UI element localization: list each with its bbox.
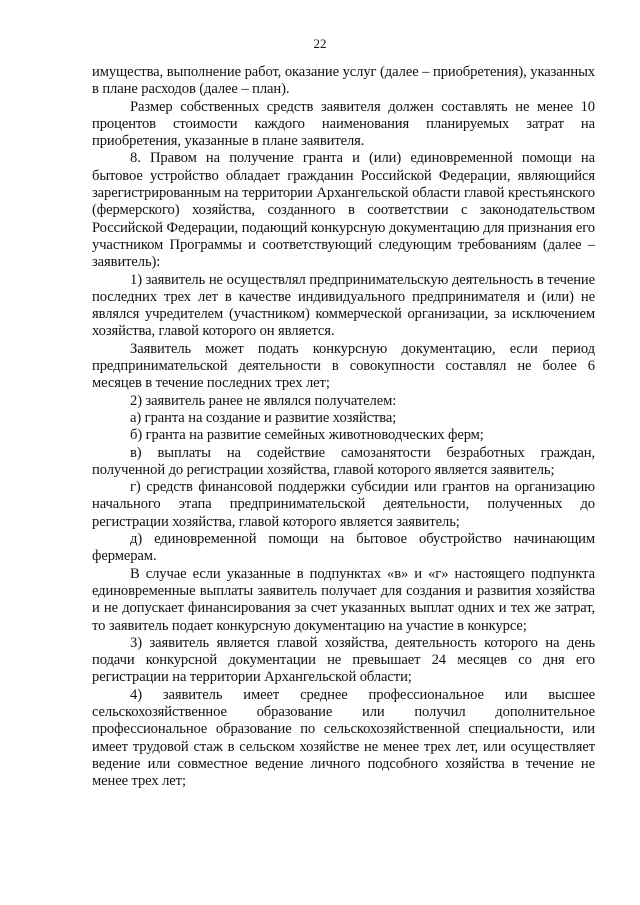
- paragraph-requirement-4: 4) заявитель имеет среднее профессиональное или высшее сельскохозяйственное образование или получил дополнительное профессиональное образование по сельскохозяйственной специальности, или имеет трудовой стаж в сельском хозяйстве не менее трех лет, или осуществляет ведение или совместное ведение личного подсобного хозяйства в течение не менее трех лет;: [92, 686, 595, 790]
- page-number: 22: [313, 36, 327, 51]
- paragraph-subitem-b: б) гранта на развитие семейных животноводческих ферм;: [130, 427, 484, 444]
- paragraph-requirement-3: 3) заявитель является главой хозяйства, деятельность которого на день подачи конкурсной документации не превышает 24 месяцев со дня его регистрации на территории Архангельской области;: [92, 634, 595, 686]
- document-body: [92, 64, 595, 790]
- paragraph-subitem-a: а) гранта на создание и развитие хозяйства;: [130, 409, 397, 426]
- paragraph-continuation: имущества, выполнение работ, оказание услуг (далее – приобретения), указанных в плане расходов (далее – план).: [92, 64, 595, 98]
- paragraph-item-8: 8. Правом на получение гранта и (или) единовременной помощи на бытовое устройство обладает гражданин Российской Федерации, являющийся зарегистрированным на территории Архангельской области главой крестьянского (фермерского) хозяйства, созданного в соответствии с законодательством Российской Федерации, подающий конкурсную документацию для признания его участником Программы и соответствующий следующим требованиям (далее – заявитель):: [92, 150, 595, 271]
- paragraph-requirement-1-note: Заявитель может подать конкурсную документацию, если период предпринимательской деятельности в совокупности составлял не более 6 месяцев в течение последних трех лет;: [92, 340, 595, 392]
- paragraph-subitem-g: г) средств финансовой поддержки субсидии или грантов на организацию начального этапа предпринимательской деятельности, полученных до регистрации хозяйства, главой которого является заявитель;: [92, 479, 595, 530]
- paragraph-requirement-1: 1) заявитель не осуществлял предпринимательскую деятельность в течение последних трех лет в качестве индивидуального предпринимателя и (или) не являлся учредителем (участником) коммерческой организации, за исключением хозяйства, главой которого он является.: [92, 271, 595, 340]
- paragraph-subitem-v: в) выплаты на содействие самозанятости безработных граждан, полученной до регистрации хозяйства, главой которого является заявитель;: [92, 444, 595, 478]
- paragraph-requirement-2: 2) заявитель ранее не являлся получателем:: [130, 392, 397, 409]
- paragraph-subitem-d: д) единовременной помощи на бытовое обустройство начинающим фермерам.: [92, 531, 595, 565]
- paragraph-own-funds: Размер собственных средств заявителя должен составлять не менее 10 процентов стоимости каждого наименования планируемых затрат на приобретения, указанные в плане заявителя.: [92, 98, 595, 150]
- paragraph-exception-note: В случае если указанные в подпунктах «в» и «г» настоящего подпункта единовременные выплаты заявитель получает для создания и развития хозяйства и не допускает финансирования за счет указанных выплат одних и тех же затрат, то заявитель подает конкурсную документацию на участие в конкурсе;: [92, 565, 595, 634]
